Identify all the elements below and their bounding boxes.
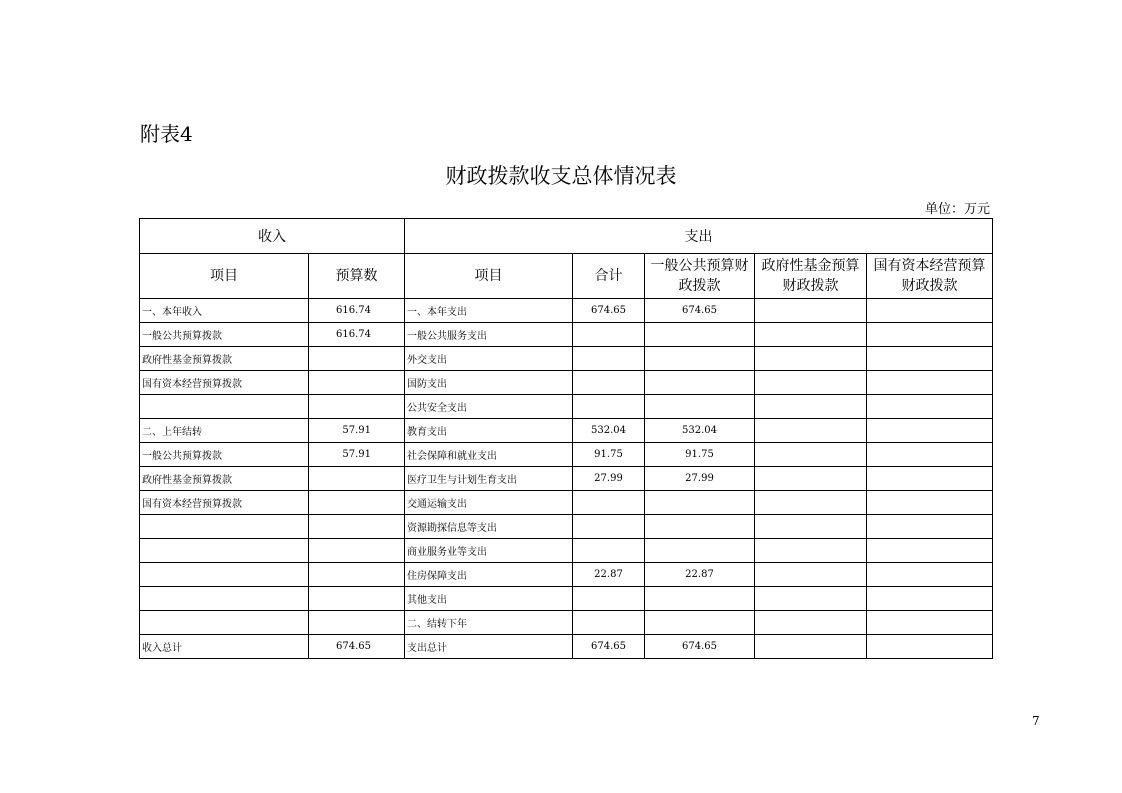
- total-cell: 27.99: [573, 467, 645, 491]
- income-item-cell: [140, 587, 309, 611]
- general-budget-cell: [645, 611, 755, 635]
- expense-item-cell: 其他支出: [405, 587, 573, 611]
- income-value-cell: 616.74: [309, 299, 405, 323]
- state-capital-cell: [867, 515, 993, 539]
- income-item-cell: 二、上年结转: [140, 419, 309, 443]
- col-income-budget: 预算数: [309, 254, 405, 299]
- expense-item-cell: 国防支出: [405, 371, 573, 395]
- table-row: [140, 467, 993, 491]
- fund-budget-cell: [755, 395, 867, 419]
- income-value-cell: 57.91: [309, 443, 405, 467]
- general-budget-cell: [645, 587, 755, 611]
- total-cell: 532.04: [573, 419, 645, 443]
- total-cell: [573, 347, 645, 371]
- income-value-cell: [309, 347, 405, 371]
- expense-item-cell: 医疗卫生与计划生育支出: [405, 467, 573, 491]
- income-value-cell: [309, 611, 405, 635]
- table-row: [140, 563, 993, 587]
- expense-item-cell: 外交支出: [405, 347, 573, 371]
- income-value-cell: [309, 467, 405, 491]
- total-cell: [573, 491, 645, 515]
- income-item-cell: 一般公共预算拨款: [140, 323, 309, 347]
- total-cell: [573, 323, 645, 347]
- income-value-cell: [309, 539, 405, 563]
- page-number: 7: [1032, 714, 1040, 728]
- col-fund-budget: 政府性基金预算财政拨款: [755, 254, 867, 299]
- fund-budget-cell: [755, 347, 867, 371]
- table-row: [140, 611, 993, 635]
- expense-item-cell: 社会保障和就业支出: [405, 443, 573, 467]
- income-item-cell: [140, 395, 309, 419]
- general-budget-cell: [645, 323, 755, 347]
- general-budget-cell: 27.99: [645, 467, 755, 491]
- expense-item-cell: 一般公共服务支出: [405, 323, 573, 347]
- total-cell: [573, 539, 645, 563]
- income-value-cell: 616.74: [309, 323, 405, 347]
- fund-budget-cell: [755, 467, 867, 491]
- income-item-cell: [140, 539, 309, 563]
- col-total: 合计: [573, 254, 645, 299]
- budget-table: [139, 218, 993, 659]
- table-row: [140, 515, 993, 539]
- table-body: [140, 299, 993, 659]
- income-value-cell: 57.91: [309, 419, 405, 443]
- col-income-item: 项目: [140, 254, 309, 299]
- table-row: [140, 371, 993, 395]
- total-cell: 674.65: [573, 299, 645, 323]
- general-budget-cell: [645, 371, 755, 395]
- income-value-cell: [309, 491, 405, 515]
- total-cell: [573, 587, 645, 611]
- income-item-cell: 国有资本经营预算拨款: [140, 491, 309, 515]
- general-budget-cell: 22.87: [645, 563, 755, 587]
- state-capital-cell: [867, 347, 993, 371]
- general-budget-cell: [645, 347, 755, 371]
- table-row: [140, 395, 993, 419]
- state-capital-cell: [867, 323, 993, 347]
- table-row: [140, 323, 993, 347]
- income-item-cell: 政府性基金预算拨款: [140, 347, 309, 371]
- table-row: [140, 539, 993, 563]
- state-capital-cell: [867, 635, 993, 659]
- general-budget-cell: 674.65: [645, 635, 755, 659]
- income-item-cell: 国有资本经营预算拨款: [140, 371, 309, 395]
- income-item-cell: [140, 563, 309, 587]
- table-row: [140, 419, 993, 443]
- expense-header: 支出: [405, 219, 993, 254]
- expense-item-cell: 商业服务业等支出: [405, 539, 573, 563]
- state-capital-cell: [867, 467, 993, 491]
- expense-item-cell: 支出总计: [405, 635, 573, 659]
- general-budget-cell: 91.75: [645, 443, 755, 467]
- income-value-cell: 674.65: [309, 635, 405, 659]
- expense-item-cell: 一、本年支出: [405, 299, 573, 323]
- general-budget-cell: 532.04: [645, 419, 755, 443]
- state-capital-cell: [867, 539, 993, 563]
- fund-budget-cell: [755, 635, 867, 659]
- appendix-label: 附表4: [140, 122, 193, 146]
- total-cell: [573, 515, 645, 539]
- state-capital-cell: [867, 371, 993, 395]
- income-item-cell: 政府性基金预算拨款: [140, 467, 309, 491]
- state-capital-cell: [867, 587, 993, 611]
- general-budget-cell: [645, 515, 755, 539]
- income-value-cell: [309, 515, 405, 539]
- income-value-cell: [309, 395, 405, 419]
- total-cell: 674.65: [573, 635, 645, 659]
- fund-budget-cell: [755, 515, 867, 539]
- expense-item-cell: 公共安全支出: [405, 395, 573, 419]
- income-item-cell: 一、本年收入: [140, 299, 309, 323]
- income-value-cell: [309, 371, 405, 395]
- income-value-cell: [309, 587, 405, 611]
- unit-label: 单位：万元: [924, 202, 990, 217]
- table-row: [140, 347, 993, 371]
- fund-budget-cell: [755, 299, 867, 323]
- table-row: [140, 491, 993, 515]
- general-budget-cell: [645, 395, 755, 419]
- income-header: 收入: [140, 219, 405, 254]
- general-budget-cell: 674.65: [645, 299, 755, 323]
- income-item-cell: [140, 515, 309, 539]
- fund-budget-cell: [755, 443, 867, 467]
- table-row: [140, 299, 993, 323]
- state-capital-cell: [867, 491, 993, 515]
- fund-budget-cell: [755, 539, 867, 563]
- expense-item-cell: 教育支出: [405, 419, 573, 443]
- state-capital-cell: [867, 443, 993, 467]
- state-capital-cell: [867, 419, 993, 443]
- col-state-capital-budget: 国有资本经营预算财政拨款: [867, 254, 993, 299]
- general-budget-cell: [645, 539, 755, 563]
- income-item-cell: 一般公共预算拨款: [140, 443, 309, 467]
- total-cell: [573, 371, 645, 395]
- income-item-cell: [140, 611, 309, 635]
- table-row: [140, 635, 993, 659]
- fund-budget-cell: [755, 491, 867, 515]
- total-cell: [573, 395, 645, 419]
- expense-item-cell: 住房保障支出: [405, 563, 573, 587]
- table-row: [140, 443, 993, 467]
- general-budget-cell: [645, 491, 755, 515]
- state-capital-cell: [867, 395, 993, 419]
- fund-budget-cell: [755, 371, 867, 395]
- state-capital-cell: [867, 563, 993, 587]
- fund-budget-cell: [755, 587, 867, 611]
- total-cell: 22.87: [573, 563, 645, 587]
- state-capital-cell: [867, 611, 993, 635]
- total-cell: 91.75: [573, 443, 645, 467]
- col-expense-item: 项目: [405, 254, 573, 299]
- fund-budget-cell: [755, 563, 867, 587]
- state-capital-cell: [867, 299, 993, 323]
- table-row: [140, 587, 993, 611]
- expense-item-cell: 交通运输支出: [405, 491, 573, 515]
- expense-item-cell: 二、结转下年: [405, 611, 573, 635]
- fund-budget-cell: [755, 611, 867, 635]
- total-cell: [573, 611, 645, 635]
- income-value-cell: [309, 563, 405, 587]
- fund-budget-cell: [755, 419, 867, 443]
- fund-budget-cell: [755, 323, 867, 347]
- expense-item-cell: 资源勘探信息等支出: [405, 515, 573, 539]
- income-item-cell: 收入总计: [140, 635, 309, 659]
- table-title: 财政拨款收支总体情况表: [445, 164, 677, 188]
- col-general-budget: 一般公共预算财政拨款: [645, 254, 755, 299]
